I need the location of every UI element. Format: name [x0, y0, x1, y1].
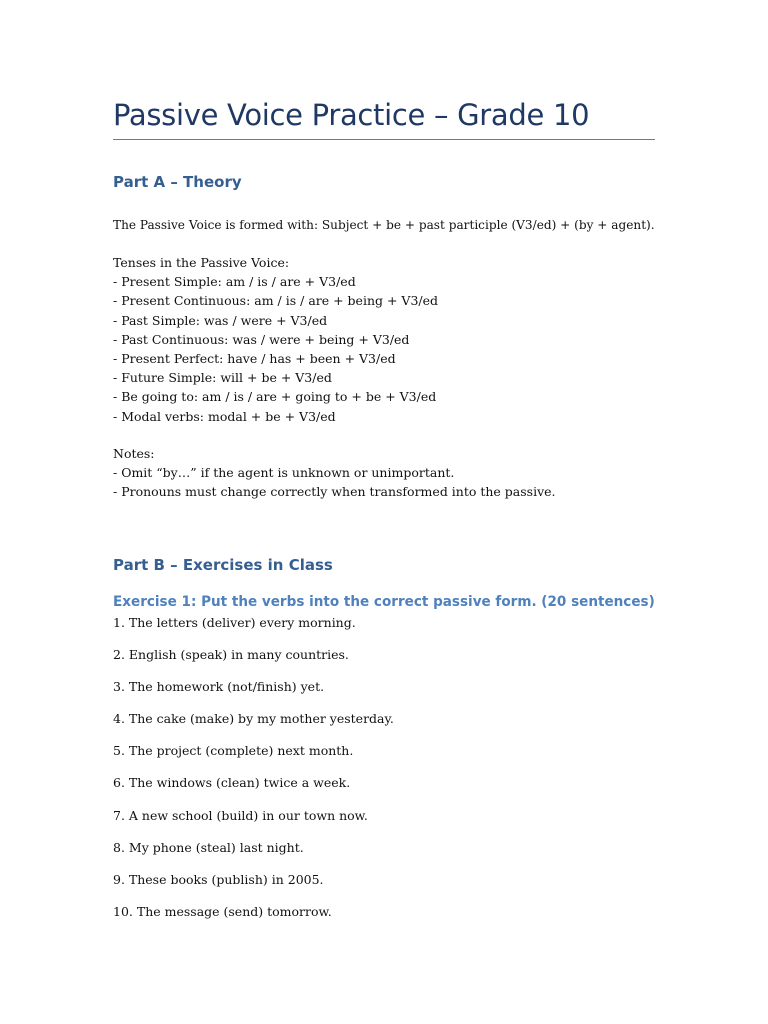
- exercise-1-list: [113, 613, 394, 934]
- exercise-item: 7. A new school (build) in our town now.: [113, 807, 368, 823]
- part-a-intro: The Passive Voice is formed with: Subject + be + past participle (V3/ed) + (by + agent).: [113, 217, 655, 232]
- exercise-item: 6. The windows (clean) twice a week.: [113, 775, 351, 791]
- tense-line: - Be going to: am / is / are + going to + be + V3/ed: [113, 389, 437, 405]
- exercise-1-heading: Exercise 1: Put the verbs into the correct passive form. (20 sentences): [113, 594, 655, 610]
- notes-block: [113, 444, 556, 502]
- exercise-item: 4. The cake (make) by my mother yesterday.: [113, 711, 394, 727]
- tense-line: - Past Continuous: was / were + being + V3/ed: [113, 331, 410, 347]
- tense-line: - Present Perfect: have / has + been + V3/ed: [113, 350, 396, 366]
- tense-line: - Present Continuous: am / is / are + being + V3/ed: [113, 293, 439, 309]
- exercise-item: 10. The message (send) tomorrow.: [113, 903, 332, 919]
- tenses-block: [113, 253, 438, 426]
- document-title: Passive Voice Practice – Grade 10: [113, 98, 590, 132]
- exercise-item: 8. My phone (steal) last night.: [113, 839, 304, 855]
- exercise-item: 1. The letters (deliver) every morning.: [113, 615, 356, 630]
- exercise-item: 9. These books (publish) in 2005.: [113, 871, 324, 887]
- exercise-item: 2. English (speak) in many countries.: [113, 647, 349, 663]
- tense-line: - Modal verbs: modal + be + V3/ed: [113, 408, 336, 424]
- tense-line: - Future Simple: will + be + V3/ed: [113, 370, 332, 386]
- tenses-title: Tenses in the Passive Voice:: [113, 255, 290, 270]
- notes-title: Notes:: [113, 446, 155, 461]
- tense-line: - Past Simple: was / were + V3/ed: [113, 312, 328, 328]
- title-underline: [113, 139, 655, 140]
- part-a-heading: Part A – Theory: [113, 173, 242, 191]
- exercise-item: 3. The homework (not/finish) yet.: [113, 679, 325, 695]
- tense-line: - Present Simple: am / is / are + V3/ed: [113, 274, 356, 290]
- exercise-item: 5. The project (complete) next month.: [113, 743, 354, 759]
- note-line: - Pronouns must change correctly when transformed into the passive.: [113, 484, 556, 500]
- part-b-heading: Part B – Exercises in Class: [113, 556, 333, 574]
- note-line: - Omit “by…” if the agent is unknown or unimportant.: [113, 465, 455, 481]
